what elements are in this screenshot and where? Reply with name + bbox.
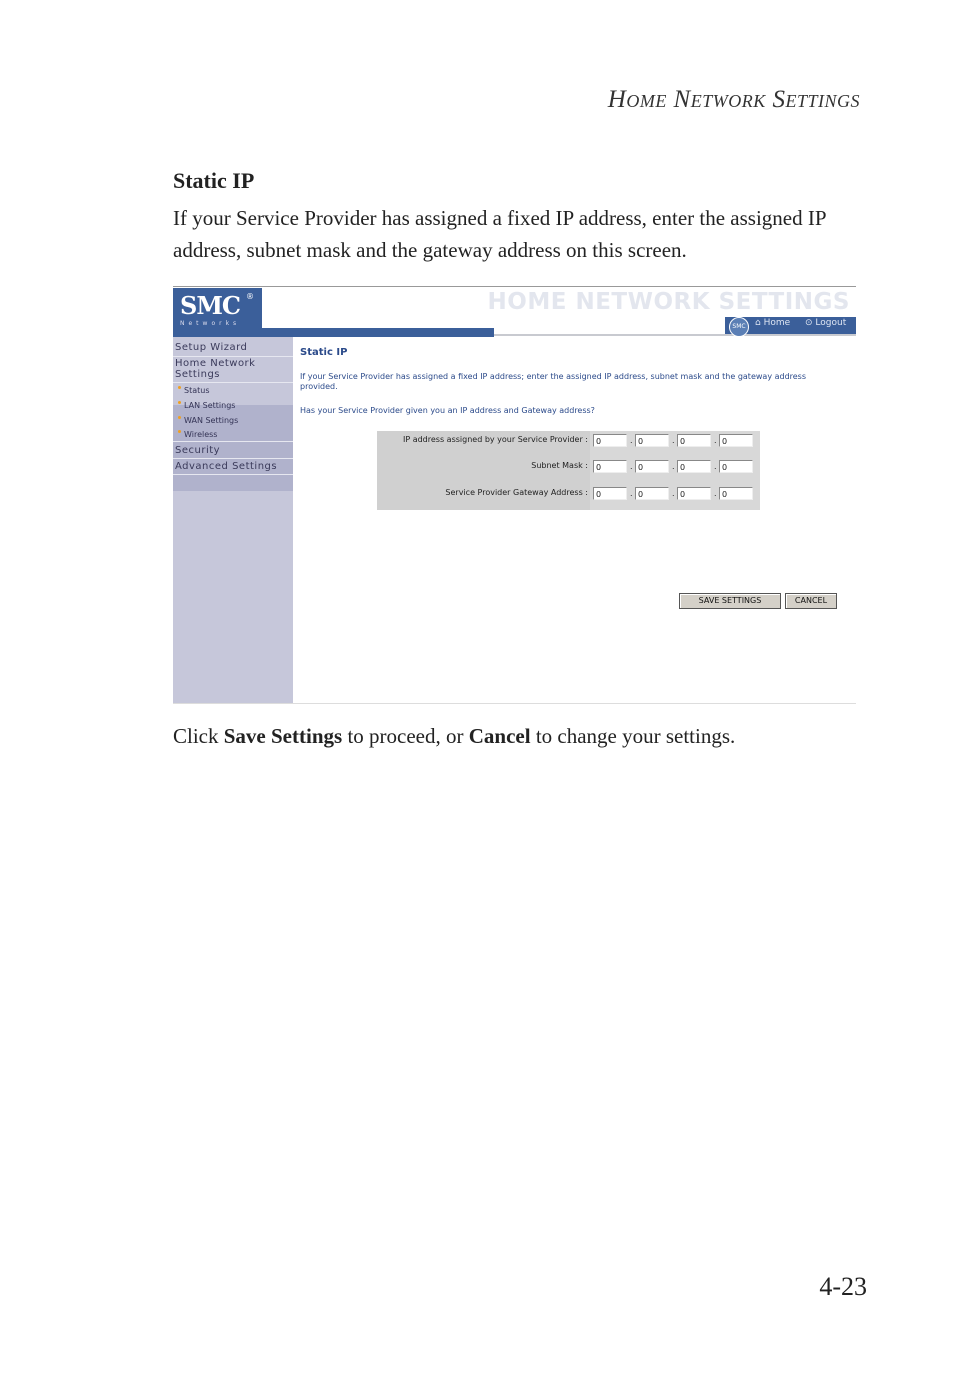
octet-separator: .	[630, 436, 633, 445]
ip-octet-3-input[interactable]: 0	[677, 434, 711, 447]
sidebar-item-security[interactable]: Security	[175, 445, 221, 456]
static-ip-form	[377, 431, 760, 510]
caption-text-1: Click	[173, 724, 224, 748]
home-link[interactable]: ⌂ Home	[755, 318, 791, 328]
gateway-octet-1-input[interactable]: 0	[593, 487, 627, 500]
sidebar-separator	[173, 356, 293, 357]
octet-separator: .	[714, 462, 717, 471]
gateway-address-label: Service Provider Gateway Address :	[445, 488, 588, 497]
caption-save-settings: Save Settings	[223, 724, 343, 748]
sidebar	[173, 337, 293, 703]
logout-link-label: Logout	[815, 318, 847, 328]
octet-separator: .	[714, 436, 717, 445]
sidebar-separator	[173, 441, 293, 442]
gateway-octet-3-input[interactable]: 0	[677, 487, 711, 500]
sidebar-item-home-network-line2[interactable]: Settings	[175, 369, 221, 380]
home-link-label: Home	[763, 318, 791, 328]
intro-paragraph: If your Service Provider has assigned a fixed IP address, enter the assigned IP address, subnet mask and the gateway address on this screen.	[173, 206, 826, 262]
octet-separator: .	[672, 462, 675, 471]
smc-logo	[173, 288, 262, 328]
subnet-octet-1-input[interactable]: 0	[593, 460, 627, 473]
content-question: Has your Service Provider given you an IP address and Gateway address?	[300, 406, 595, 415]
header-bar-left	[173, 328, 262, 337]
ip-address-label: IP address assigned by your Service Provider :	[402, 435, 588, 444]
header-divider	[494, 334, 856, 336]
subnet-octet-3-input[interactable]: 0	[677, 460, 711, 473]
caption-cancel: Cancel	[468, 724, 531, 748]
sidebar-item-wan-settings[interactable]: WAN Settings	[184, 416, 239, 425]
ip-octet-2-input[interactable]: 0	[635, 434, 669, 447]
subnet-octet-4-input[interactable]: 0	[719, 460, 753, 473]
octet-separator: .	[672, 436, 675, 445]
banner-title: HOME NETWORK SETTINGS	[487, 289, 850, 315]
sidebar-separator	[173, 474, 293, 475]
logo-registered-mark: ®	[246, 292, 254, 301]
subnet-octet-2-input[interactable]: 0	[635, 460, 669, 473]
caption	[173, 724, 873, 749]
sidebar-item-wireless[interactable]: Wireless	[184, 430, 218, 439]
sidebar-item-status[interactable]: Status	[184, 386, 210, 395]
content-description: If your Service Provider has assigned a fixed IP address; enter the assigned IP address, subnet mask and the gateway address provided.	[300, 372, 807, 391]
logo-subtext: Networks	[180, 320, 241, 327]
router-screenshot	[173, 286, 856, 704]
logo-text: SMC	[180, 291, 240, 320]
sidebar-separator	[173, 382, 293, 383]
bullet-icon	[178, 401, 181, 404]
octet-separator: .	[630, 462, 633, 471]
gateway-octet-2-input[interactable]: 0	[635, 487, 669, 500]
bullet-icon	[178, 416, 181, 419]
sidebar-item-home-network[interactable]: Home Network	[175, 358, 256, 369]
save-settings-button[interactable]: SAVE SETTINGS	[679, 593, 781, 609]
octet-separator: .	[714, 489, 717, 498]
sidebar-item-lan-settings[interactable]: LAN Settings	[184, 401, 236, 410]
globe-icon[interactable]: SMC	[729, 317, 749, 337]
subnet-mask-label: Subnet Mask :	[531, 461, 588, 470]
cancel-button[interactable]: CANCEL	[785, 593, 837, 609]
octet-separator: .	[630, 489, 633, 498]
caption-text-2: to proceed, or	[342, 724, 469, 748]
ip-octet-1-input[interactable]: 0	[593, 434, 627, 447]
octet-separator: .	[672, 489, 675, 498]
section-title: Static IP	[173, 168, 255, 193]
sidebar-separator	[173, 458, 293, 459]
running-header: Home Network Settings	[607, 86, 860, 113]
ip-octet-4-input[interactable]: 0	[719, 434, 753, 447]
header-bar	[262, 328, 494, 337]
sidebar-item-setup-wizard[interactable]: Setup Wizard	[175, 342, 248, 353]
content-title: Static IP	[300, 347, 348, 358]
caption-text-3: to change your settings.	[530, 724, 736, 748]
page-number: 4-23	[819, 1272, 867, 1301]
bullet-icon	[178, 386, 181, 389]
sidebar-item-advanced-settings[interactable]: Advanced Settings	[175, 461, 278, 472]
bullet-icon	[178, 430, 181, 433]
gateway-octet-4-input[interactable]: 0	[719, 487, 753, 500]
logout-link[interactable]: ⊙ Logout	[805, 318, 847, 328]
